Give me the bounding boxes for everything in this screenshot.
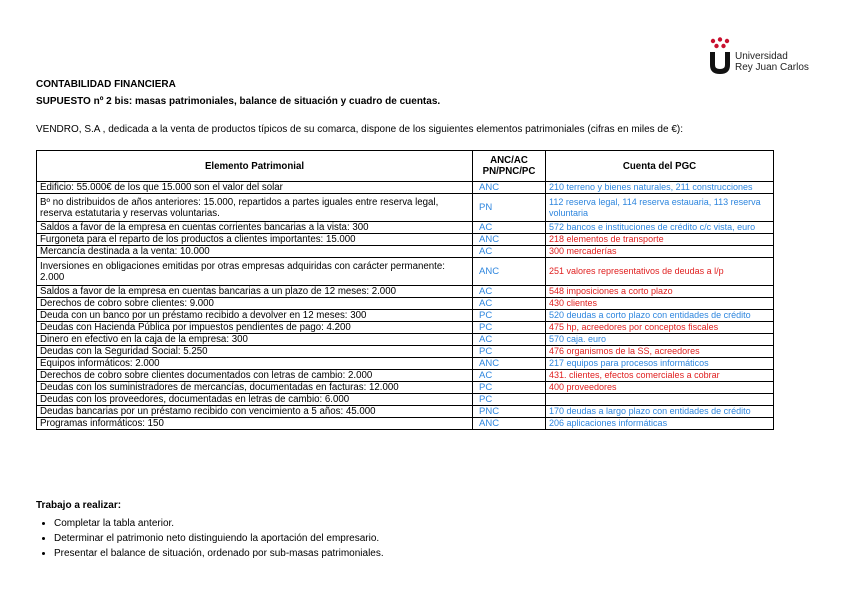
table-row [37,286,774,298]
table-row [37,234,774,246]
account-cell: 572 bancos e instituciones de crédito c/c vista, euro [546,222,774,234]
element-cell: Bº no distribuidos de años anteriores: 15.000, repartidos a partes iguales entre reserva legal, reserva estatutaria y reservas voluntarias. [37,194,473,222]
class-cell: PNC [473,406,546,418]
table-row [37,370,774,382]
class-cell: ANC [473,418,546,430]
class-cell: PC [473,346,546,358]
task-item: • Completar la tabla anterior. [54,516,384,531]
account-cell: 520 deudas a corto plazo con entidades de crédito [546,310,774,322]
table-header-row [37,151,774,182]
account-cell: 431. clientes, efectos comerciales a cobrar [546,370,774,382]
exercise-title: SUPUESTO nº 2 bis: masas patrimoniales, balance de situación y cuadro de cuentas. [36,96,441,107]
class-cell: AC [473,370,546,382]
class-cell: PC [473,394,546,406]
element-cell: Deudas bancarias por un préstamo recibido con vencimiento a 5 años: 45.000 [37,406,473,418]
element-cell: Inversiones en obligaciones emitidas por otras empresas adquiridas con carácter permanente: 2.000 [37,258,473,286]
table-row [37,182,774,194]
table-row [37,298,774,310]
element-cell: Edificio: 55.000€ de los que 15.000 son el valor del solar [37,182,473,194]
tasks-title: Trabajo a realizar: [36,500,122,511]
element-cell: Dinero en efectivo en la caja de la empresa: 300 [37,334,473,346]
class-cell: ANC [473,358,546,370]
logo-line-1: Universidad [735,51,788,62]
element-cell: Saldos a favor de la empresa en cuentas corrientes bancarias a la vista: 300 [37,222,473,234]
element-cell: Deudas con la Seguridad Social: 5.250 [37,346,473,358]
class-cell: AC [473,334,546,346]
header-class-line2: PN/PNC/PC [482,166,536,177]
account-cell: 218 elementos de transporte [546,234,774,246]
class-cell: AC [473,222,546,234]
class-cell: AC [473,246,546,258]
table-row [37,258,774,286]
account-cell: 400 proveedores [546,382,774,394]
class-cell: AC [473,298,546,310]
intro-text: VENDRO, S.A , dedicada a la venta de productos típicos de su comarca, dispone de los siguientes elementos patrimoniales (cifras en miles de €): [36,124,684,135]
class-cell: PC [473,322,546,334]
account-cell: 206 aplicaciones informáticas [546,418,774,430]
account-cell: 217 equipos para procesos informáticos [546,358,774,370]
account-cell: 548 imposiciones a corto plazo [546,286,774,298]
table-row [37,394,774,406]
element-cell: Derechos de cobro sobre clientes: 9.000 [37,298,473,310]
task-item: • Determinar el patrimonio neto distinguiendo la aportación del empresario. [54,531,384,546]
table-row [37,334,774,346]
element-cell: Furgoneta para el reparto de los productos a clientes importantes: 15.000 [37,234,473,246]
table-row [37,346,774,358]
account-cell: 476 organismos de la SS, acreedores [546,346,774,358]
account-cell: 210 terreno y bienes naturales, 211 construcciones [546,182,774,194]
logo-line-2: Rey Juan Carlos [735,62,809,73]
element-cell: Deudas con Hacienda Pública por impuestos pendientes de pago: 4.200 [37,322,473,334]
element-cell: Deuda con un banco por un préstamo recibido a devolver en 12 meses: 300 [37,310,473,322]
element-cell: Equipos informáticos: 2.000 [37,358,473,370]
table-row [37,382,774,394]
table-row [37,310,774,322]
patrimonial-table [36,150,774,430]
account-cell: 251 valores representativos de deudas a l/p [546,258,774,286]
urjc-emblem-icon [707,37,733,75]
class-cell: PC [473,310,546,322]
class-cell: ANC [473,234,546,246]
table-row [37,222,774,234]
class-cell: PC [473,382,546,394]
table-row [37,406,774,418]
table-row [37,194,774,222]
course-title: CONTABILIDAD FINANCIERA [36,79,176,90]
account-cell: 112 reserva legal, 114 reserva estauaria, 113 reserva voluntaria [546,194,774,222]
table-row [37,322,774,334]
account-cell: 475 hp, acreedores por conceptos fiscales [546,322,774,334]
account-cell: 430 clientes [546,298,774,310]
element-cell: Deudas con los proveedores, documentadas en letras de cambio: 6.000 [37,394,473,406]
element-cell: Programas informáticos: 150 [37,418,473,430]
class-cell: ANC [473,258,546,286]
class-cell: ANC [473,182,546,194]
table-row [37,418,774,430]
tasks-list [36,516,384,561]
header-class [473,151,546,182]
task-item: • Presentar el balance de situación, ordenado por sub-masas patrimoniales. [54,546,384,561]
element-cell: Derechos de cobro sobre clientes documentados con letras de cambio: 2.000 [37,370,473,382]
account-cell: 170 deudas a largo plazo con entidades de crédito [546,406,774,418]
class-cell: PN [473,194,546,222]
account-cell: 300 mercaderías [546,246,774,258]
element-cell: Mercancía destinada a la venta: 10.000 [37,246,473,258]
element-cell: Deudas con los suministradores de mercancías, documentadas en facturas: 12.000 [37,382,473,394]
table-row [37,246,774,258]
element-cell: Saldos a favor de la empresa en cuentas bancarias a un plazo de 12 meses: 2.000 [37,286,473,298]
account-cell: 570 caja. euro [546,334,774,346]
account-cell [546,394,774,406]
header-class-line1: ANC/AC [490,155,528,166]
university-logo [707,37,827,77]
tasks-section [36,500,384,561]
class-cell: AC [473,286,546,298]
header-element: Elemento Patrimonial [37,151,473,182]
table-row [37,358,774,370]
header-account: Cuenta del PGC [546,151,774,182]
